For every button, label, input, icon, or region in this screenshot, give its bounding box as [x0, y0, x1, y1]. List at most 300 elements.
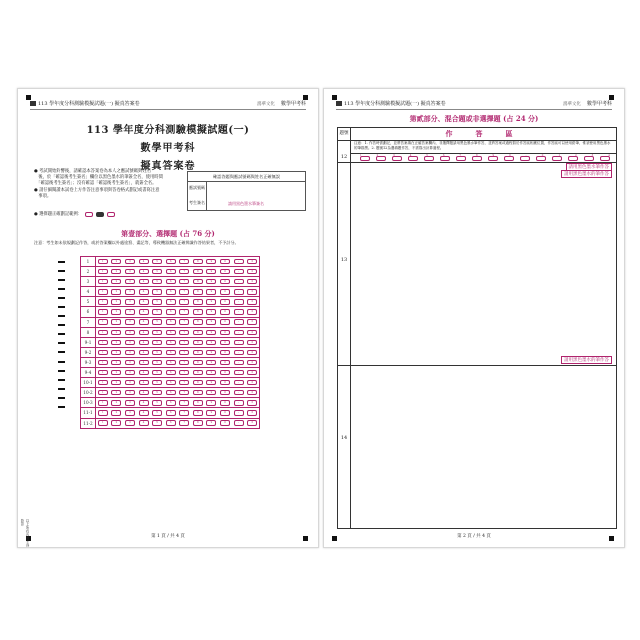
- answer-bubble[interactable]: -: [234, 309, 244, 314]
- answer-bubble[interactable]: -: [234, 279, 244, 284]
- row-label: 9-3: [81, 358, 96, 367]
- timing-mark: [58, 279, 65, 281]
- bubble-set: [96, 408, 259, 417]
- answer-bubble[interactable]: 5: [152, 420, 162, 425]
- bubble-set: [96, 257, 259, 266]
- answer-bubble[interactable]: 9: [206, 370, 216, 375]
- timing-mark: [58, 351, 65, 353]
- row-label: 4: [81, 287, 96, 296]
- answer-bubble[interactable]: 8: [193, 400, 203, 405]
- answer-bubble[interactable]: 3: [125, 289, 135, 294]
- answer-row: [81, 287, 259, 297]
- answer-bubble[interactable]: -: [234, 390, 244, 395]
- answer-bubble[interactable]: 6: [166, 370, 176, 375]
- answer-bubble[interactable]: 0: [220, 390, 230, 395]
- answer-bubble[interactable]: ±: [247, 289, 257, 294]
- answer-bubble[interactable]: 2: [111, 330, 121, 335]
- answer-bubble[interactable]: 9: [206, 259, 216, 264]
- answer-bubble[interactable]: 4: [139, 309, 149, 314]
- publisher-logo: 鴻華文化: [256, 101, 275, 107]
- answer-bubble[interactable]: ±: [247, 279, 257, 284]
- q12-bubble-label: 4: [608, 154, 610, 157]
- answer-bubble[interactable]: 2: [111, 420, 121, 425]
- answer-bubble[interactable]: 1: [98, 380, 108, 385]
- answer-bubble[interactable]: 4: [139, 340, 149, 345]
- answer-bubble[interactable]: 8: [193, 370, 203, 375]
- exam-subject: 數學甲考科: [140, 143, 196, 154]
- answer-bubble[interactable]: 9: [206, 420, 216, 425]
- example-bubble-filled: [96, 212, 104, 217]
- answer-bubble[interactable]: 3: [125, 360, 135, 365]
- answer-bubble[interactable]: 0: [220, 269, 230, 274]
- timing-mark-row: [58, 312, 66, 321]
- answer-bubble[interactable]: 3: [125, 269, 135, 274]
- q13-tag: 請用黑色墨水的筆作答: [561, 170, 612, 178]
- answer-bubble[interactable]: 4: [139, 350, 149, 355]
- answer-bubble[interactable]: 1: [98, 340, 108, 345]
- answer-bubble[interactable]: 5: [152, 309, 162, 314]
- answer-sheet-page-1: [17, 88, 319, 548]
- answer-bubble[interactable]: 8: [193, 279, 203, 284]
- answer-bubble[interactable]: 6: [166, 259, 176, 264]
- row-label: 1: [81, 257, 96, 266]
- answer-bubble[interactable]: 0: [220, 330, 230, 335]
- answer-bubble[interactable]: ±: [247, 390, 257, 395]
- answer-bubble[interactable]: 3: [125, 380, 135, 385]
- row-label: 8: [81, 328, 96, 337]
- answer-bubble[interactable]: 0: [220, 309, 230, 314]
- timing-mark-row: [58, 393, 66, 402]
- answer-row: [81, 378, 259, 388]
- bubble-set: [96, 368, 259, 377]
- answer-bubble[interactable]: 1: [98, 269, 108, 274]
- answer-bubble[interactable]: 2: [111, 289, 121, 294]
- answer-bubble[interactable]: 2: [111, 410, 121, 415]
- id-box-labels: [188, 181, 207, 210]
- page-header: [336, 98, 612, 110]
- answer-row: [81, 358, 259, 368]
- answer-bubble[interactable]: 7: [179, 340, 189, 345]
- answer-bubble[interactable]: 3: [125, 309, 135, 314]
- answer-bubble[interactable]: 6: [166, 330, 176, 335]
- answer-bubble[interactable]: 8: [193, 380, 203, 385]
- answer-bubble[interactable]: 5: [152, 340, 162, 345]
- answer-bubble[interactable]: 7: [179, 269, 189, 274]
- answer-bubble[interactable]: 9: [206, 360, 216, 365]
- bubble-set: [96, 277, 259, 286]
- answer-bubble[interactable]: 7: [179, 289, 189, 294]
- part1-note: 注意：考生如未依規劃記作答，或於答案欄以外處塗寫、畫記等，導致機器無法正確辨識作答結果者，不予計分。: [34, 240, 239, 245]
- timing-mark-row: [58, 275, 66, 284]
- exam-title: 113 學年度分科測驗模擬試題(一): [86, 125, 250, 136]
- instruction-notes: [34, 169, 184, 200]
- answer-bubble[interactable]: 5: [152, 269, 162, 274]
- answer-bubble[interactable]: 7: [179, 360, 189, 365]
- answer-bubble[interactable]: 5: [152, 330, 162, 335]
- question-12-section: [338, 140, 616, 163]
- answer-bubble[interactable]: -: [234, 289, 244, 294]
- example-bubble: [107, 212, 115, 217]
- signature-note: 請用黑色墨水筆簽名: [228, 201, 264, 206]
- answer-bubble[interactable]: 8: [193, 390, 203, 395]
- answer-bubble[interactable]: 0: [220, 420, 230, 425]
- answer-bubble[interactable]: 9: [206, 340, 216, 345]
- answer-bubble[interactable]: 3: [125, 410, 135, 415]
- candidate-id-box: [187, 171, 306, 211]
- answer-bubble[interactable]: 9: [206, 319, 216, 324]
- answer-bubble[interactable]: ±: [247, 410, 257, 415]
- answer-bubble[interactable]: -: [234, 400, 244, 405]
- answer-bubble[interactable]: 8: [193, 269, 203, 274]
- answer-bubble[interactable]: 8: [193, 259, 203, 264]
- timing-mark: [58, 288, 65, 290]
- timing-mark: [58, 361, 65, 363]
- answer-bubble[interactable]: 3: [125, 319, 135, 324]
- answer-bubble[interactable]: ±: [247, 259, 257, 264]
- answer-bubble[interactable]: 6: [166, 269, 176, 274]
- answer-bubble[interactable]: -: [234, 420, 244, 425]
- answer-bubble[interactable]: 5: [152, 360, 162, 365]
- answer-bubble[interactable]: 4: [139, 390, 149, 395]
- timing-mark: [58, 379, 65, 381]
- question-number: 12: [340, 154, 348, 160]
- answer-bubble[interactable]: 7: [179, 350, 189, 355]
- timing-mark-row: [58, 302, 66, 311]
- q12-bubble-label: 3: [393, 154, 395, 157]
- answer-bubble[interactable]: 1: [98, 279, 108, 284]
- answer-bubble[interactable]: 0: [220, 259, 230, 264]
- answer-bubble[interactable]: 3: [125, 330, 135, 335]
- answer-bubble[interactable]: 8: [193, 340, 203, 345]
- answer-bubble[interactable]: 5: [152, 380, 162, 385]
- answer-bubble[interactable]: 0: [220, 279, 230, 284]
- answer-bubble[interactable]: 6: [166, 299, 176, 304]
- answer-bubble[interactable]: 9: [206, 309, 216, 314]
- answer-bubble[interactable]: 2: [111, 370, 121, 375]
- answer-bubble[interactable]: ±: [247, 319, 257, 324]
- answer-bubble[interactable]: 1: [98, 370, 108, 375]
- answer-bubble[interactable]: 4: [139, 299, 149, 304]
- answer-bubble[interactable]: 4: [139, 259, 149, 264]
- answer-bubble[interactable]: 8: [193, 330, 203, 335]
- answer-bubble[interactable]: 9: [206, 330, 216, 335]
- answer-bubble[interactable]: 3: [125, 370, 135, 375]
- answer-bubble[interactable]: 2: [111, 390, 121, 395]
- answer-bubble[interactable]: 1: [98, 350, 108, 355]
- answer-bubble[interactable]: 7: [179, 330, 189, 335]
- answer-row: [81, 408, 259, 418]
- answer-row: [81, 398, 259, 408]
- answer-bubble[interactable]: -: [234, 319, 244, 324]
- timing-mark-row: [58, 321, 66, 330]
- answer-bubble[interactable]: 3: [125, 299, 135, 304]
- answer-bubble[interactable]: 0: [220, 360, 230, 365]
- answer-bubble[interactable]: 7: [179, 259, 189, 264]
- answer-bubble[interactable]: 5: [152, 279, 162, 284]
- answer-bubble[interactable]: 9: [206, 400, 216, 405]
- answer-bubble[interactable]: 6: [166, 279, 176, 284]
- answer-bubble[interactable]: 5: [152, 259, 162, 264]
- answer-bubble[interactable]: 0: [220, 319, 230, 324]
- answer-bubble[interactable]: 3: [125, 259, 135, 264]
- q12-bubble-label: 0: [509, 154, 511, 157]
- q12-bubble-label: -: [525, 154, 527, 157]
- answer-row: [81, 267, 259, 277]
- q12-bubble-label: 1: [558, 154, 561, 157]
- answer-bubble[interactable]: ±: [247, 330, 257, 335]
- marking-example: [34, 211, 115, 217]
- page-header: [30, 98, 306, 110]
- bubble-set: [96, 338, 259, 347]
- answer-bubble[interactable]: 9: [206, 380, 216, 385]
- answer-bubble[interactable]: -: [234, 360, 244, 365]
- answer-bubble[interactable]: 1: [98, 390, 108, 395]
- answer-bubble[interactable]: -: [234, 299, 244, 304]
- answer-bubble[interactable]: 9: [206, 269, 216, 274]
- answer-bubble[interactable]: 8: [193, 299, 203, 304]
- header-subject: 數學甲考科: [586, 101, 612, 107]
- answer-bubble[interactable]: 2: [111, 400, 121, 405]
- bubble-set: [96, 388, 259, 397]
- answer-bubble[interactable]: 6: [166, 319, 176, 324]
- row-label: 5: [81, 297, 96, 306]
- timing-mark-row: [58, 266, 66, 275]
- answer-bubble[interactable]: 1: [98, 400, 108, 405]
- answer-bubble[interactable]: 2: [111, 380, 121, 385]
- answer-bubble[interactable]: 1: [98, 319, 108, 324]
- answer-row: [81, 388, 259, 398]
- answer-bubble[interactable]: 6: [166, 410, 176, 415]
- answer-bubble[interactable]: 5: [152, 370, 162, 375]
- answer-bubble[interactable]: -: [234, 350, 244, 355]
- answer-bubble[interactable]: 7: [179, 299, 189, 304]
- exam-number-label: 應試號碼: [189, 185, 205, 191]
- answer-bubble[interactable]: 0: [220, 370, 230, 375]
- answer-bubble[interactable]: 1: [98, 309, 108, 314]
- q12-bubble-label: 8: [475, 154, 478, 157]
- answer-bubble[interactable]: 7: [179, 319, 189, 324]
- answer-bubble[interactable]: 8: [193, 289, 203, 294]
- answer-bubble[interactable]: 2: [111, 340, 121, 345]
- answer-bubble[interactable]: 4: [139, 410, 149, 415]
- answer-bubble[interactable]: 3: [125, 340, 135, 345]
- answer-bubble[interactable]: 9: [206, 410, 216, 415]
- side-note: 以上所有內容不得影印: [21, 519, 30, 547]
- answer-bubble[interactable]: 9: [206, 279, 216, 284]
- answer-bubble[interactable]: 2: [111, 319, 121, 324]
- answer-bubble[interactable]: 7: [179, 370, 189, 375]
- answer-bubble[interactable]: 4: [139, 370, 149, 375]
- row-label: 9-4: [81, 368, 96, 377]
- answer-bubble[interactable]: ±: [247, 400, 257, 405]
- answer-bubble[interactable]: 1: [98, 299, 108, 304]
- answer-bubble[interactable]: 1: [98, 360, 108, 365]
- answer-bubble[interactable]: 2: [111, 259, 121, 264]
- answer-bubble[interactable]: 1: [98, 420, 108, 425]
- answer-bubble[interactable]: ±: [247, 299, 257, 304]
- answer-bubble[interactable]: 0: [220, 400, 230, 405]
- answer-bubble[interactable]: -: [234, 340, 244, 345]
- answer-bubble[interactable]: 7: [179, 410, 189, 415]
- answer-bubble[interactable]: 6: [166, 380, 176, 385]
- row-label: 7: [81, 318, 96, 327]
- part1-title: 第壹部分、選擇題 (占 76 分): [121, 229, 215, 238]
- answer-bubble[interactable]: 4: [139, 380, 149, 385]
- timing-mark: [58, 261, 65, 263]
- answer-bubble[interactable]: 8: [193, 319, 203, 324]
- answer-bubble[interactable]: 6: [166, 289, 176, 294]
- timing-mark: [58, 297, 65, 299]
- answer-bubble[interactable]: 4: [139, 269, 149, 274]
- answer-bubble[interactable]: 5: [152, 390, 162, 395]
- answer-bubble[interactable]: 6: [166, 309, 176, 314]
- barcode-icon: [336, 101, 342, 106]
- row-label: 10-2: [81, 388, 96, 397]
- answer-bubble[interactable]: 8: [193, 410, 203, 415]
- answer-bubble[interactable]: 8: [193, 420, 203, 425]
- answer-bubble[interactable]: 3: [125, 350, 135, 355]
- q12-bubble-label: 1: [360, 154, 362, 157]
- header-title: 113 學年度分科測驗模擬試題(一) 擬真答案卷: [344, 101, 446, 107]
- answer-row: [81, 338, 259, 348]
- answer-bubble[interactable]: 7: [179, 380, 189, 385]
- answer-bubble[interactable]: 5: [152, 299, 162, 304]
- timing-mark: [58, 342, 65, 344]
- answer-bubble[interactable]: 4: [139, 279, 149, 284]
- answer-bubble[interactable]: 1: [98, 259, 108, 264]
- answer-bubble[interactable]: 6: [166, 420, 176, 425]
- answer-bubble[interactable]: 5: [152, 400, 162, 405]
- q12-tag: 請用黑色墨水筆作答: [566, 163, 613, 171]
- answer-bubble[interactable]: 1: [98, 289, 108, 294]
- answer-bubble[interactable]: -: [234, 330, 244, 335]
- answer-bubble[interactable]: 6: [166, 360, 176, 365]
- answer-bubble[interactable]: ±: [247, 380, 257, 385]
- row-label: 9-2: [81, 348, 96, 357]
- note-line: 「確認後考生簽名」；沒有確認「確認後考生簽名」，就簽全名。: [34, 181, 157, 187]
- answer-bubble[interactable]: 8: [193, 309, 203, 314]
- answer-bubble[interactable]: 9: [206, 299, 216, 304]
- answer-row: [81, 348, 259, 358]
- q12-bubble-label: 2: [575, 154, 577, 157]
- answer-bubble[interactable]: 2: [111, 309, 121, 314]
- answer-bubble[interactable]: 2: [111, 269, 121, 274]
- answer-bubble[interactable]: 0: [220, 340, 230, 345]
- bubble-set: [96, 348, 259, 357]
- timing-mark-row: [58, 366, 66, 375]
- answer-bubble[interactable]: 4: [139, 420, 149, 425]
- answer-bubble[interactable]: 2: [111, 350, 121, 355]
- publisher-logo: 鴻華文化: [562, 101, 581, 107]
- bubble-set: [96, 328, 259, 337]
- answer-bubble[interactable]: -: [234, 380, 244, 385]
- answer-bubble[interactable]: -: [234, 370, 244, 375]
- answer-row: [81, 419, 259, 428]
- answer-bubble[interactable]: 0: [220, 350, 230, 355]
- answer-bubble[interactable]: 6: [166, 350, 176, 355]
- answer-bubble[interactable]: 8: [193, 350, 203, 355]
- answer-bubble[interactable]: 7: [179, 400, 189, 405]
- answer-bubble[interactable]: 0: [220, 289, 230, 294]
- answer-bubble[interactable]: 2: [111, 360, 121, 365]
- answer-bubble[interactable]: 4: [139, 289, 149, 294]
- answer-bubble[interactable]: 1: [98, 330, 108, 335]
- answer-bubble[interactable]: 3: [125, 390, 135, 395]
- timing-mark-row: [58, 257, 66, 266]
- row-label: 10-1: [81, 378, 96, 387]
- question-13-section[interactable]: [338, 162, 616, 366]
- timing-mark: [58, 406, 65, 408]
- answer-bubble[interactable]: 4: [139, 360, 149, 365]
- bubble-set: [96, 297, 259, 306]
- answer-bubble[interactable]: 5: [152, 410, 162, 415]
- answer-bubble[interactable]: 1: [98, 410, 108, 415]
- timing-marks: [58, 257, 66, 412]
- answer-bubble[interactable]: 0: [220, 299, 230, 304]
- answer-bubble[interactable]: 7: [179, 309, 189, 314]
- timing-mark: [58, 333, 65, 335]
- answer-bubble[interactable]: -: [234, 259, 244, 264]
- timing-mark: [58, 370, 65, 372]
- timing-mark-row: [58, 384, 66, 393]
- answer-bubble[interactable]: 8: [193, 360, 203, 365]
- answer-bubble[interactable]: 0: [220, 380, 230, 385]
- q12-bubble-label: ±: [541, 154, 544, 157]
- page-footer: 第 1 頁 / 共 4 頁: [151, 534, 185, 539]
- question-14-section[interactable]: [338, 365, 616, 527]
- bubble-set: [96, 378, 259, 387]
- answer-bubble[interactable]: 5: [152, 289, 162, 294]
- answer-bubble[interactable]: ±: [247, 370, 257, 375]
- answer-bubble[interactable]: 7: [179, 279, 189, 284]
- answer-bubble[interactable]: ±: [247, 309, 257, 314]
- answer-bubble[interactable]: 6: [166, 340, 176, 345]
- bubble-set: [96, 358, 259, 367]
- answer-bubble[interactable]: ±: [247, 360, 257, 365]
- answer-bubble[interactable]: ±: [247, 420, 257, 425]
- bubble-set: [96, 419, 259, 428]
- answer-bubble[interactable]: 4: [139, 319, 149, 324]
- answer-bubble[interactable]: 9: [206, 350, 216, 355]
- answer-bubble[interactable]: 4: [139, 330, 149, 335]
- answer-bubble[interactable]: 3: [125, 400, 135, 405]
- answer-bubble[interactable]: ±: [247, 269, 257, 274]
- answer-bubble[interactable]: 5: [152, 350, 162, 355]
- answer-bubble[interactable]: -: [234, 410, 244, 415]
- answer-bubble[interactable]: 7: [179, 420, 189, 425]
- answer-bubble[interactable]: 6: [166, 390, 176, 395]
- timing-mark-row: [58, 284, 66, 293]
- question-number: 14: [340, 435, 348, 441]
- answer-bubble[interactable]: 3: [125, 420, 135, 425]
- answer-bubble[interactable]: 2: [111, 299, 121, 304]
- header-subject: 數學甲考科: [280, 101, 306, 107]
- answer-bubble[interactable]: 9: [206, 289, 216, 294]
- answer-bubble[interactable]: ±: [247, 350, 257, 355]
- answer-bubble[interactable]: 6: [166, 400, 176, 405]
- answer-bubble[interactable]: 3: [125, 279, 135, 284]
- answer-bubble[interactable]: -: [234, 269, 244, 274]
- answer-bubble[interactable]: 4: [139, 400, 149, 405]
- timing-mark: [58, 324, 65, 326]
- answer-bubble[interactable]: 2: [111, 279, 121, 284]
- answer-bubble[interactable]: 9: [206, 390, 216, 395]
- answer-bubble[interactable]: 7: [179, 390, 189, 395]
- answer-bubble[interactable]: 0: [220, 410, 230, 415]
- answer-bubble[interactable]: ±: [247, 340, 257, 345]
- answer-bubble[interactable]: 5: [152, 319, 162, 324]
- answer-row: [81, 297, 259, 307]
